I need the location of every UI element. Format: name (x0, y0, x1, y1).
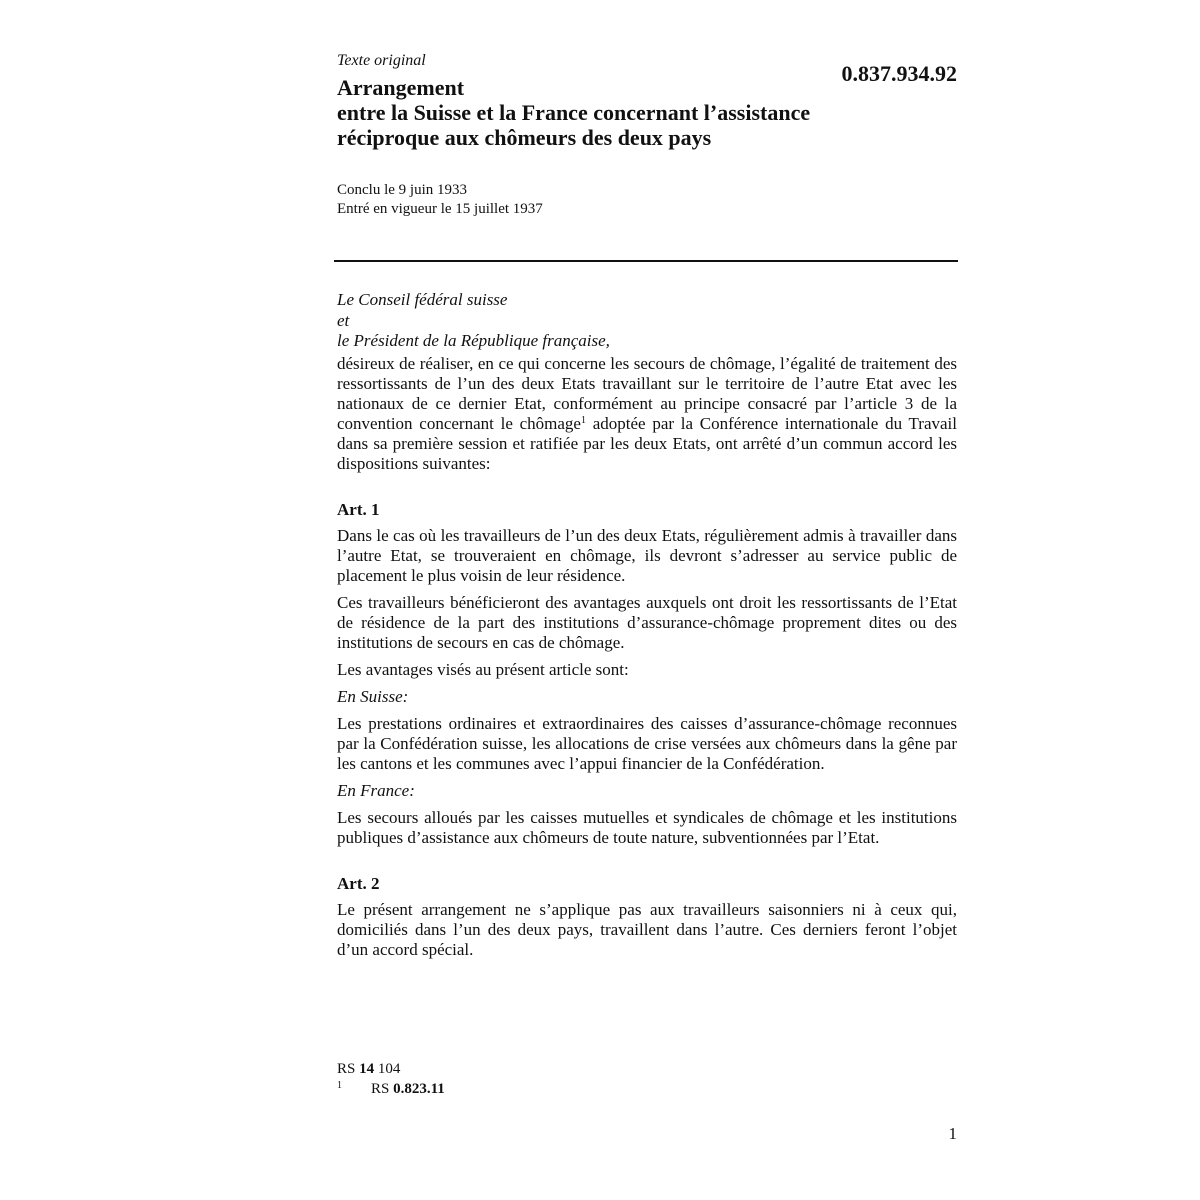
dates-block (337, 181, 543, 219)
party-france: le Président de la République française, (337, 331, 610, 350)
article-2-paragraph: Le présent arrangement ne s’applique pas aux travailleurs saisonniers ni à ceux qui, domiciliés dans l’un des deux pays, travaillent dans l’autre. Ces derniers feront l’objet d’un accord spécial. (337, 899, 957, 959)
france-label: En France: (337, 780, 415, 800)
france-text: Les secours alloués par les caisses mutuelles et syndicales de chômage et les institutions publiques d’assistance aux chômeurs de toute nature, subventionnées par l’Etat. (337, 807, 957, 847)
party-and: et (337, 310, 350, 330)
document-title (337, 75, 897, 150)
article-1-paragraph: Les avantages visés au présent article sont: (337, 659, 629, 679)
article-1-heading: Art. 1 (337, 499, 380, 519)
article-1-paragraph: Dans le cas où les travailleurs de l’un des deux Etats, régulièrement admis à travailler dans l’autre Etat, se trouveraient en chômage, ils devront s’adresser au service public de placement le plus voisin de leur résidence. (337, 525, 957, 585)
title-line: Arrangement (337, 75, 465, 100)
document-body (337, 290, 957, 960)
preamble-text: désireux de réaliser, en ce qui concerne les secours de chômage, l’égalité de traitement des ressortissants de l’un des deux Etats travaillant sur le territoire de l’autre Etat avec les nationaux de ce dernier Etat, conformément au principe consacré par l’article 3 de la convention concernant le chômage$^1$ adoptée par la Conférence internationale du Travail dans sa première session et ratifiée par les deux Etats, ont arrêté d’un commun accord les dispositions suivantes: (337, 353, 957, 473)
suisse-label: En Suisse: (337, 686, 409, 706)
header-divider (334, 260, 958, 262)
page-number: 1 (948, 1124, 957, 1143)
preamble-parties (337, 290, 957, 352)
party-swiss: Le Conseil fédéral suisse (337, 290, 508, 309)
in-force-date: Entré en vigueur le 15 juillet 1937 (337, 201, 543, 217)
title-line: réciproque aux chômeurs des deux pays (337, 125, 712, 150)
suisse-text: Les prestations ordinaires et extraordinaires des caisses d’assurance-chômage reconnues par la Confédération suisse, les allocations de crise versées aux chômeurs dans la gêne par les cantons et les communes avec l’appui financier de la Confédération. (337, 713, 957, 773)
footnote-1: 1 RS 0.823.11 (337, 1080, 445, 1097)
article-2-heading: Art. 2 (337, 873, 380, 893)
concluded-date: Conclu le 9 juin 1933 (337, 182, 467, 198)
footnotes (337, 1059, 445, 1099)
article-1-paragraph: Ces travailleurs bénéficieront des avantages auxquels ont droit les ressortissants de l’Etat de résidence de la part des institutions d’assurance-chômage proprement dites ou des institutions de secours en cas de chômage. (337, 592, 957, 652)
rs-reference: RS 14 104 (337, 1061, 401, 1077)
rs-number: 0.837.934.92 (841, 61, 957, 86)
original-text-label: Texte original (337, 52, 426, 69)
footnote-reference[interactable]: 1 (580, 414, 586, 426)
title-line: entre la Suisse et la France concernant l’assistance (337, 100, 811, 125)
